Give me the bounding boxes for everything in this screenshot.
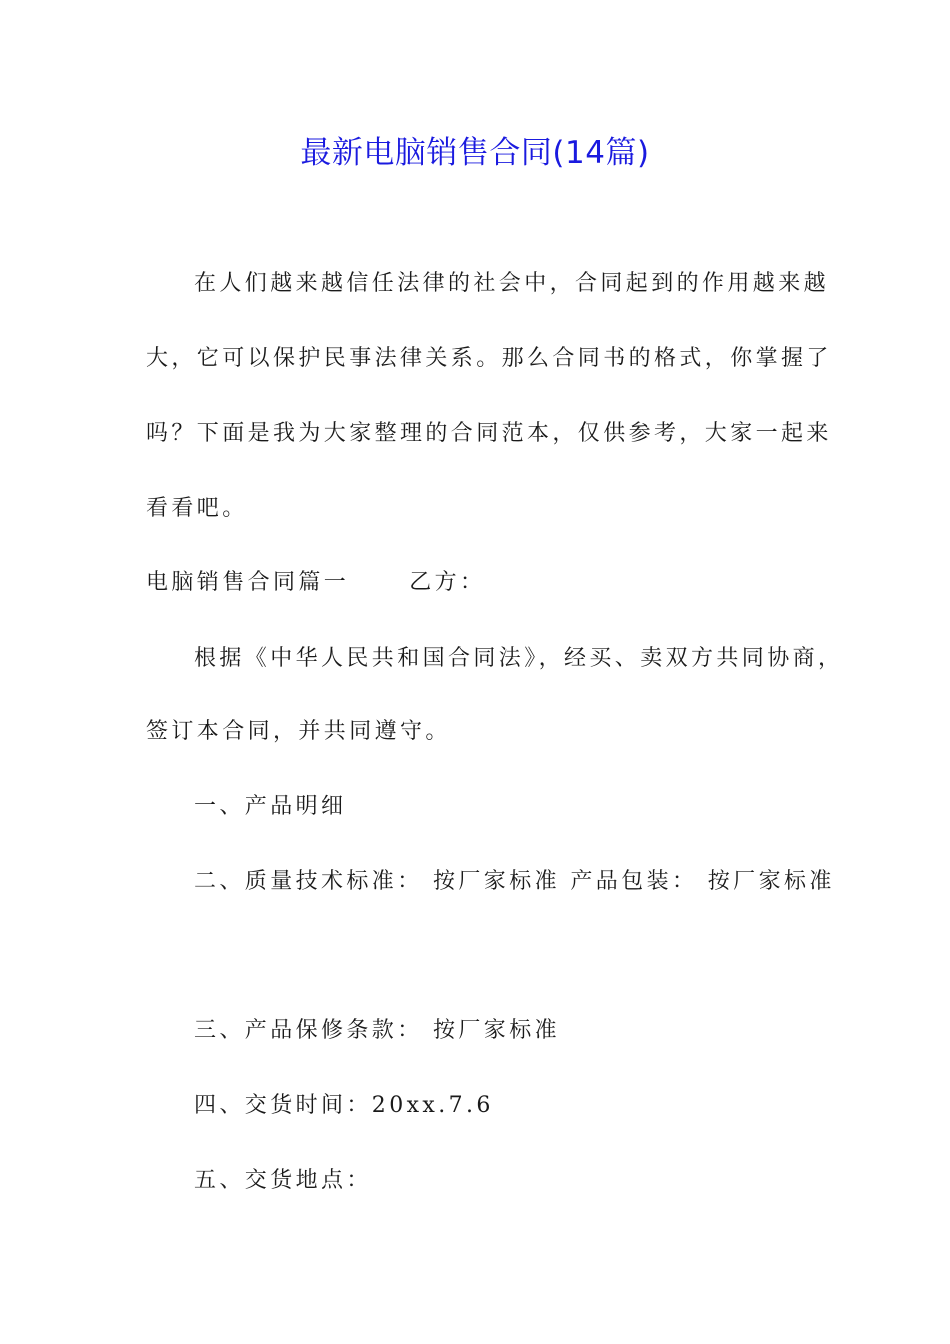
contract-line-2: 签订本合同，并共同遵守。 [146, 719, 451, 744]
clause-1: 一、产品明细 [194, 794, 347, 819]
clause-4: 四、交货时间：20xx.7.6 [194, 1093, 494, 1118]
intro-line-4: 看看吧。 [146, 496, 248, 521]
intro-line-3: 吗？下面是我为大家整理的合同范本，仅供参考，大家一起来 [146, 421, 832, 446]
clause-3: 三、产品保修条款： 按厂家标准 [194, 1018, 560, 1043]
document-title: 最新电脑销售合同(14篇) [300, 135, 650, 171]
section-heading-row [146, 567, 485, 599]
intro-line-1: 在人们越来越信任法律的社会中，合同起到的作用越来越 [194, 271, 830, 296]
section-heading: 电脑销售合同篇一 [146, 570, 350, 595]
party-b-label: 乙方： [409, 570, 486, 595]
clause-5: 五、交货地点： [194, 1168, 372, 1193]
intro-line-2: 大，它可以保护民事法律关系。那么合同书的格式，你掌握了 [146, 346, 832, 371]
contract-line-1: 根据《中华人民共和国合同法》，经买、卖双方共同协商， [194, 646, 844, 671]
clause-2: 二、质量技术标准： 按厂家标准 产品包装： 按厂家标准 [194, 869, 835, 894]
